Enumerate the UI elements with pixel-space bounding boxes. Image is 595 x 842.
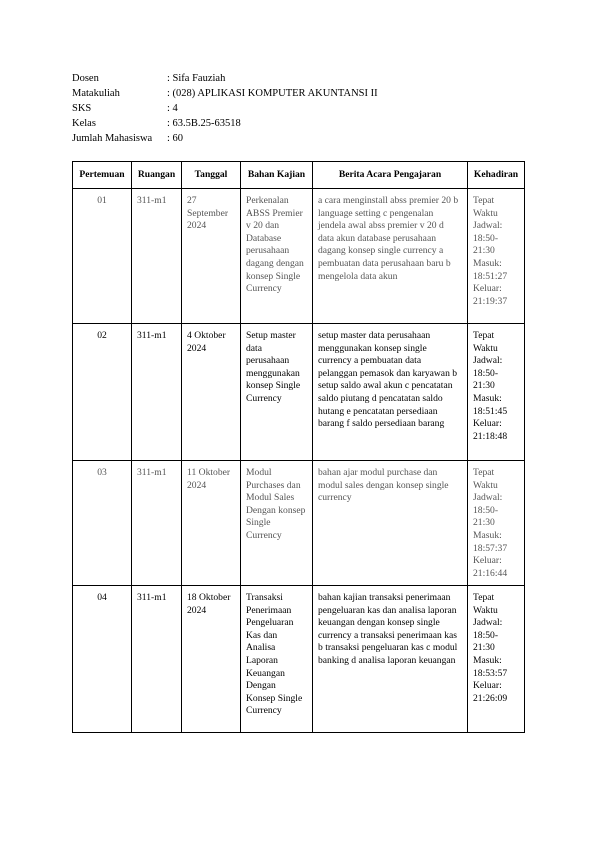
cell-pertemuan: 02 — [73, 324, 132, 461]
cell-bahan-kajian: Setup master data perusahaan menggunakan konsep Single Currency — [241, 324, 313, 461]
header-pertemuan: Pertemuan — [73, 162, 132, 189]
dosen-label: Dosen — [72, 73, 99, 84]
attendance-table — [72, 161, 525, 733]
header-berita-acara: Berita Acara Pengajaran — [313, 162, 468, 189]
cell-kehadiran: Tepat Waktu Jadwal: 18:50-21:30 Masuk: 18:51:45 Keluar: 21:18:48 — [468, 324, 525, 461]
kelas-row — [72, 116, 378, 131]
cell-pertemuan: 01 — [73, 189, 132, 324]
header-bahan-kajian: Bahan Kajian — [241, 162, 313, 189]
cell-bahan-kajian: Modul Purchases dan Modul Sales Dengan konsep Single Currency — [241, 461, 313, 586]
cell-berita-acara: setup master data perusahaan menggunakan konsep single currency a pembuatan data pelanggan pemasok dan karyawan b setup saldo awal akun c pencatatan saldo piutang d pencatatan saldo hutang e pencatatan persediaan barang f saldo persediaan barang — [313, 324, 468, 461]
matakuliah-label: Matakuliah — [72, 88, 120, 99]
cell-tanggal: 11 Oktober 2024 — [182, 461, 241, 586]
table-row — [73, 189, 525, 324]
cell-kehadiran: Tepat Waktu Jadwal: 18:50-21:30 Masuk: 18:51:27 Keluar: 21:19:37 — [468, 189, 525, 324]
sks-label: SKS — [72, 103, 92, 114]
kelas-value: : 63.5B.25-63518 — [167, 118, 241, 129]
cell-bahan-kajian: Transaksi Penerimaan Pengeluaran Kas dan Analisa Laporan Keuangan Dengan Konsep Single Currency — [241, 586, 313, 733]
cell-ruangan: 311-m1 — [132, 324, 182, 461]
jumlah-mahasiswa-label: Jumlah Mahasiswa — [72, 133, 153, 144]
matakuliah-value: : (028) APLIKASI KOMPUTER AKUNTANSI II — [167, 88, 378, 99]
cell-berita-acara: bahan kajian transaksi penerimaan pengeluaran kas dan analisa laporan keuangan dengan konsep single currency a transaksi penerimaan kas b transaksi pengeluaran kas c modul banking d analisa laporan keuangan — [313, 586, 468, 733]
table-row — [73, 324, 525, 461]
dosen-value: : Sifa Fauziah — [167, 73, 226, 84]
header-tanggal: Tanggal — [182, 162, 241, 189]
cell-ruangan: 311-m1 — [132, 461, 182, 586]
header-ruangan: Ruangan — [132, 162, 182, 189]
cell-ruangan: 311-m1 — [132, 189, 182, 324]
cell-pertemuan: 03 — [73, 461, 132, 586]
table-row — [73, 586, 525, 733]
jumlah-mahasiswa-value: : 60 — [167, 133, 184, 144]
cell-berita-acara: a cara menginstall abss premier 20 b language setting c pengenalan jendela awal abss premier v 20 d data akun database perusahaan dagang konsep single currency a pembuatan data perusahaan baru b mengelola data akun — [313, 189, 468, 324]
matakuliah-row — [72, 86, 378, 101]
course-info-header — [72, 71, 378, 146]
cell-tanggal: 27 September 2024 — [182, 189, 241, 324]
table-row — [73, 461, 525, 586]
table-header-row — [73, 162, 525, 189]
cell-tanggal: 18 Oktober 2024 — [182, 586, 241, 733]
kelas-label: Kelas — [72, 118, 96, 129]
cell-bahan-kajian: Perkenalan ABSS Premier v 20 dan Database perusahaan dagang dengan konsep Single Currency — [241, 189, 313, 324]
cell-pertemuan: 04 — [73, 586, 132, 733]
sks-value: : 4 — [167, 103, 178, 114]
sks-row — [72, 101, 378, 116]
cell-kehadiran: Tepat Waktu Jadwal: 18:50-21:30 Masuk: 18:57:37 Keluar: 21:16:44 — [468, 461, 525, 586]
dosen-row — [72, 71, 378, 86]
attendance-table-container — [72, 161, 524, 733]
jumlah-mahasiswa-row — [72, 131, 378, 146]
cell-ruangan: 311-m1 — [132, 586, 182, 733]
cell-kehadiran: Tepat Waktu Jadwal: 18:50-21:30 Masuk: 18:53:57 Keluar: 21:26:09 — [468, 586, 525, 733]
cell-tanggal: 4 Oktober 2024 — [182, 324, 241, 461]
header-kehadiran: Kehadiran — [468, 162, 525, 189]
cell-berita-acara: bahan ajar modul purchase dan modul sales dengan konsep single currency — [313, 461, 468, 586]
